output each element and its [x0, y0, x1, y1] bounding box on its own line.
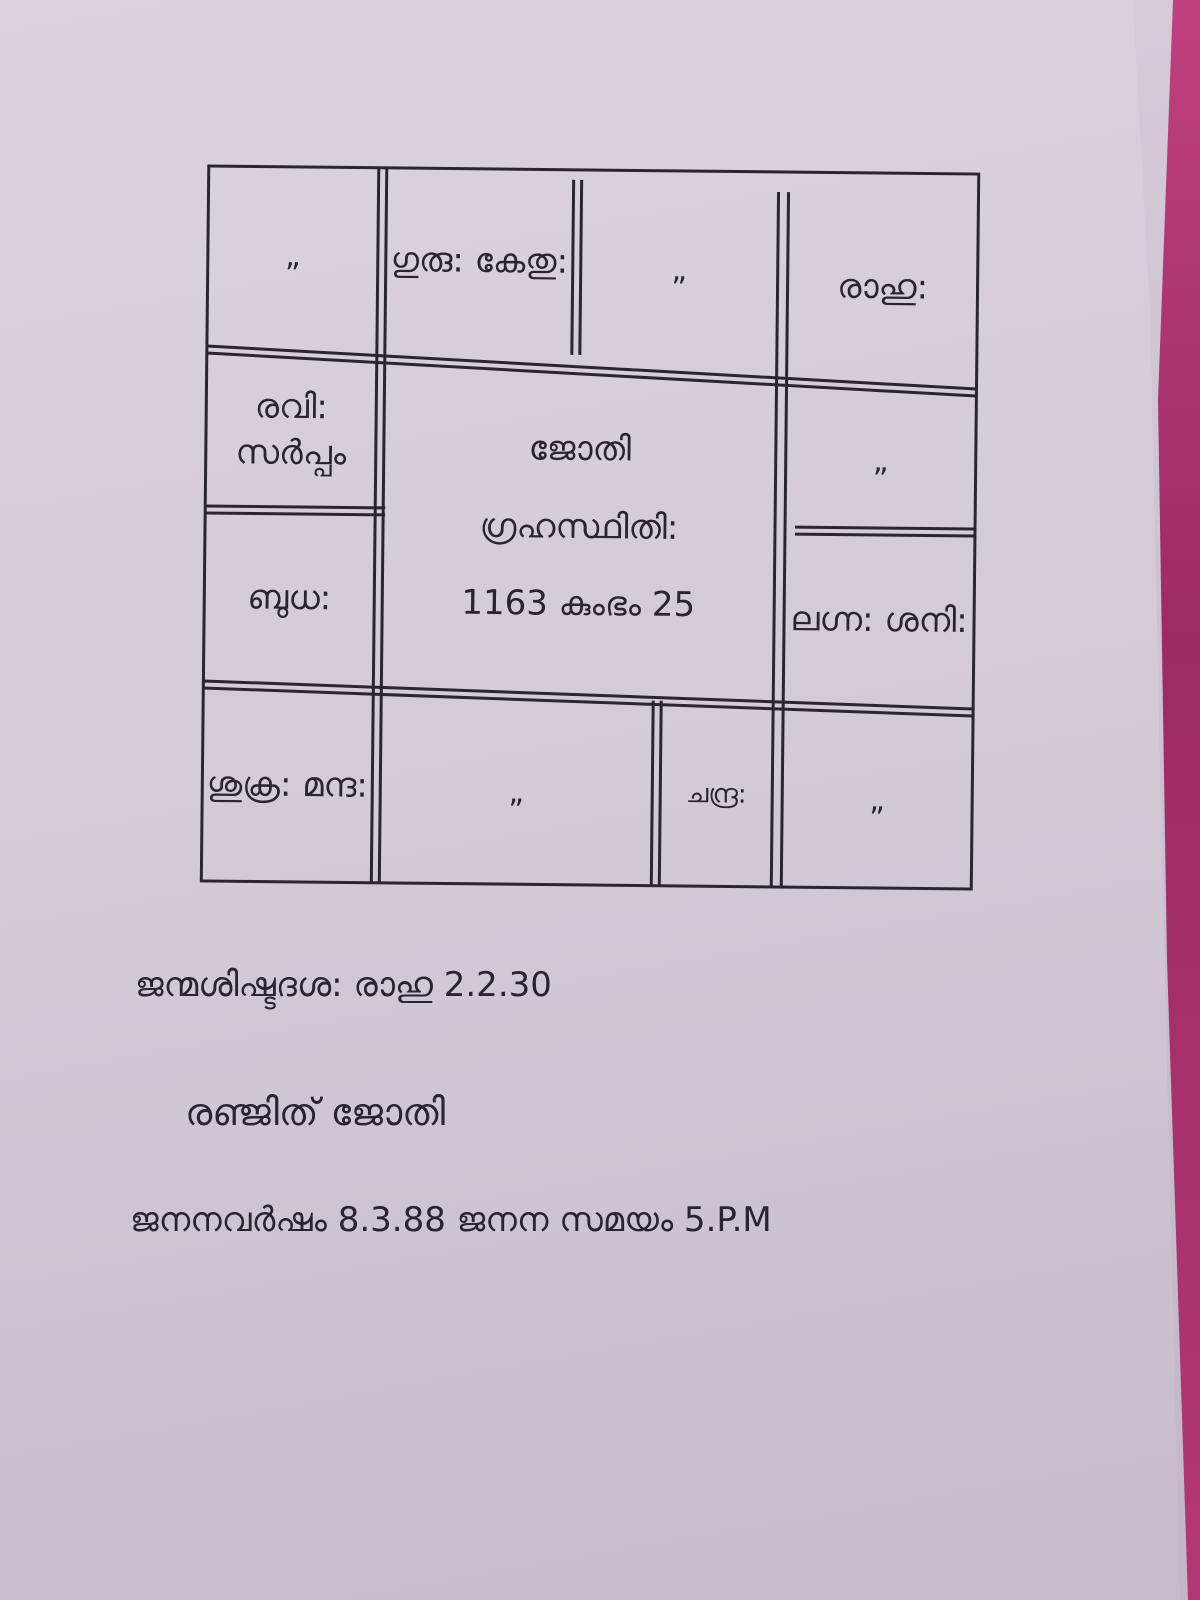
ditto-mark: „	[869, 782, 886, 818]
house-cell	[381, 703, 651, 884]
planet-label: ഗുരു: കേതു:	[390, 239, 569, 282]
house-cell	[387, 171, 572, 353]
planet-label: ചന്ദ്ര:	[685, 779, 747, 811]
horoscope-chart	[191, 161, 989, 899]
chart-center-subtitle: ഗ്രഹസ്ഥിതി:	[479, 505, 679, 548]
planet-label: രവി: സർപ്പം	[235, 386, 347, 474]
house-cell	[783, 715, 971, 887]
house-cell	[205, 516, 373, 681]
planet-label: ലഗ്ന: ശനി:	[790, 598, 968, 641]
ditto-mark: „	[284, 239, 301, 275]
house-cell	[789, 192, 977, 384]
chart-center	[383, 363, 774, 692]
chart-center-date: 1163 കുംഭം 25	[461, 583, 696, 626]
person-name: രഞ്ജിത് ജോതി	[185, 1090, 446, 1134]
house-cell	[203, 691, 371, 881]
planet-label: ശുക്ര: മന്ദ:	[206, 764, 369, 806]
dasha-note: ജന്മശിഷ്ടദശ: രാഹു 2.2.30	[135, 965, 552, 1005]
house-cell	[785, 537, 973, 704]
house-cell	[787, 397, 974, 527]
chart-center-title: ജോതി	[528, 428, 632, 470]
planet-label: ബുധ:	[247, 576, 332, 618]
house-cell	[582, 180, 777, 362]
house-cell	[207, 356, 375, 506]
birth-details: ജനനവർഷം 8.3.88 ജനന സമയം 5.P.M	[130, 1200, 772, 1240]
planet-label: രാഹു:	[836, 266, 929, 308]
ditto-mark: „	[508, 774, 525, 811]
ditto-mark: „	[671, 252, 688, 288]
house-cell	[661, 706, 771, 885]
house-cell	[209, 169, 377, 346]
ditto-mark: „	[872, 443, 889, 479]
